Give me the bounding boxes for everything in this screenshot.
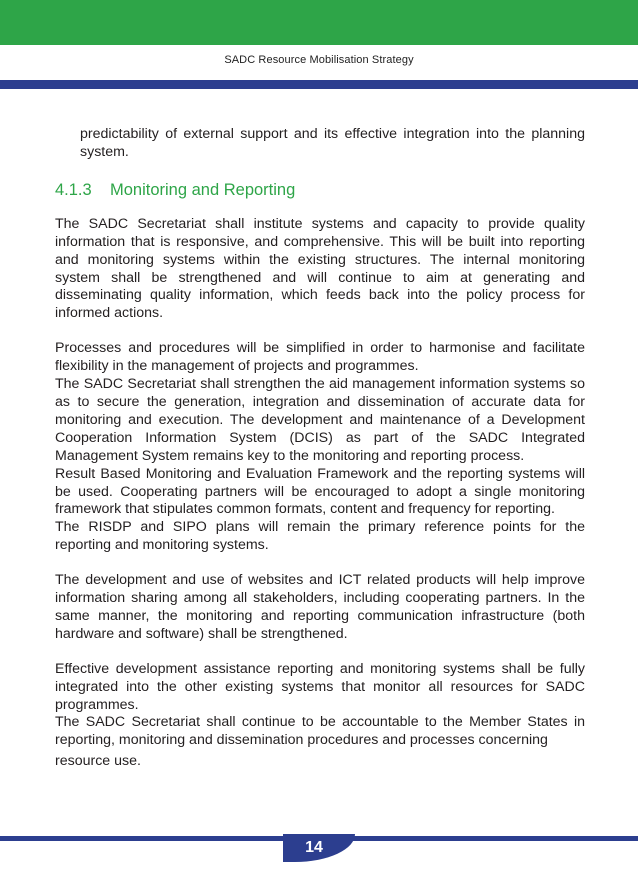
page-body (55, 126, 585, 771)
paragraph-7: Effective development assistance reporting and monitoring systems shall be fully integrated into the other existing systems that monitor all resources for SADC programmes. (55, 660, 585, 713)
paragraph-2: Processes and procedures will be simplified in order to harmonise and facilitate flexibility in the management of projects and programmes. (55, 340, 585, 375)
paragraph-5: The RISDP and SIPO plans will remain the primary reference points for the reporting and monitoring systems. (55, 519, 585, 554)
running-header-title: SADC Resource Mobilisation Strategy (224, 54, 414, 66)
paragraph-6: The development and use of websites and ICT related products will help improve information sharing among all stakeholders, including cooperating partners. In the same manner, the monitoring and reporting communication infrastructure (both hardware and software) shall be strengthened. (55, 572, 585, 642)
section-heading (55, 180, 585, 200)
continuation-paragraph: predictability of external support and its effective integration into the planning system. (80, 126, 585, 160)
paragraph-8: The SADC Secretariat shall continue to be accountable to the Member States in reporting, monitoring and dissemination procedures and processes concerning (55, 714, 585, 749)
paragraph-8-end: resource use. (55, 753, 141, 770)
page-number: 14 (305, 839, 323, 856)
section-title: Monitoring and Reporting (110, 180, 296, 199)
section-number: 4.1.3 (55, 180, 92, 199)
paragraph-4: Result Based Monitoring and Evaluation Framework and the reporting systems will be used. Cooperating partners will be encouraged to adopt a single monitoring framework that stipulates common formats, content and frequency for reporting. (55, 465, 585, 518)
paragraph-3: The SADC Secretariat shall strengthen the aid management information systems so as to secure the generation, integration and dissemination of accurate data for monitoring and execution. The development and maintenance of a Development Cooperation Information System (DCIS) as part of the SADC Integrated Management System remains key to the monitoring and reporting process. (55, 376, 585, 464)
header-rule (0, 80, 638, 89)
header-band (0, 0, 638, 45)
paragraph-1: The SADC Secretariat shall institute systems and capacity to provide quality information that is responsive, and comprehensive. This will be built into reporting and monitoring systems within the existing structures. The internal monitoring system shall be strengthened and will continue to aim at generating and disseminating quality information, which feeds back into the policy process for informed actions. (55, 215, 585, 322)
